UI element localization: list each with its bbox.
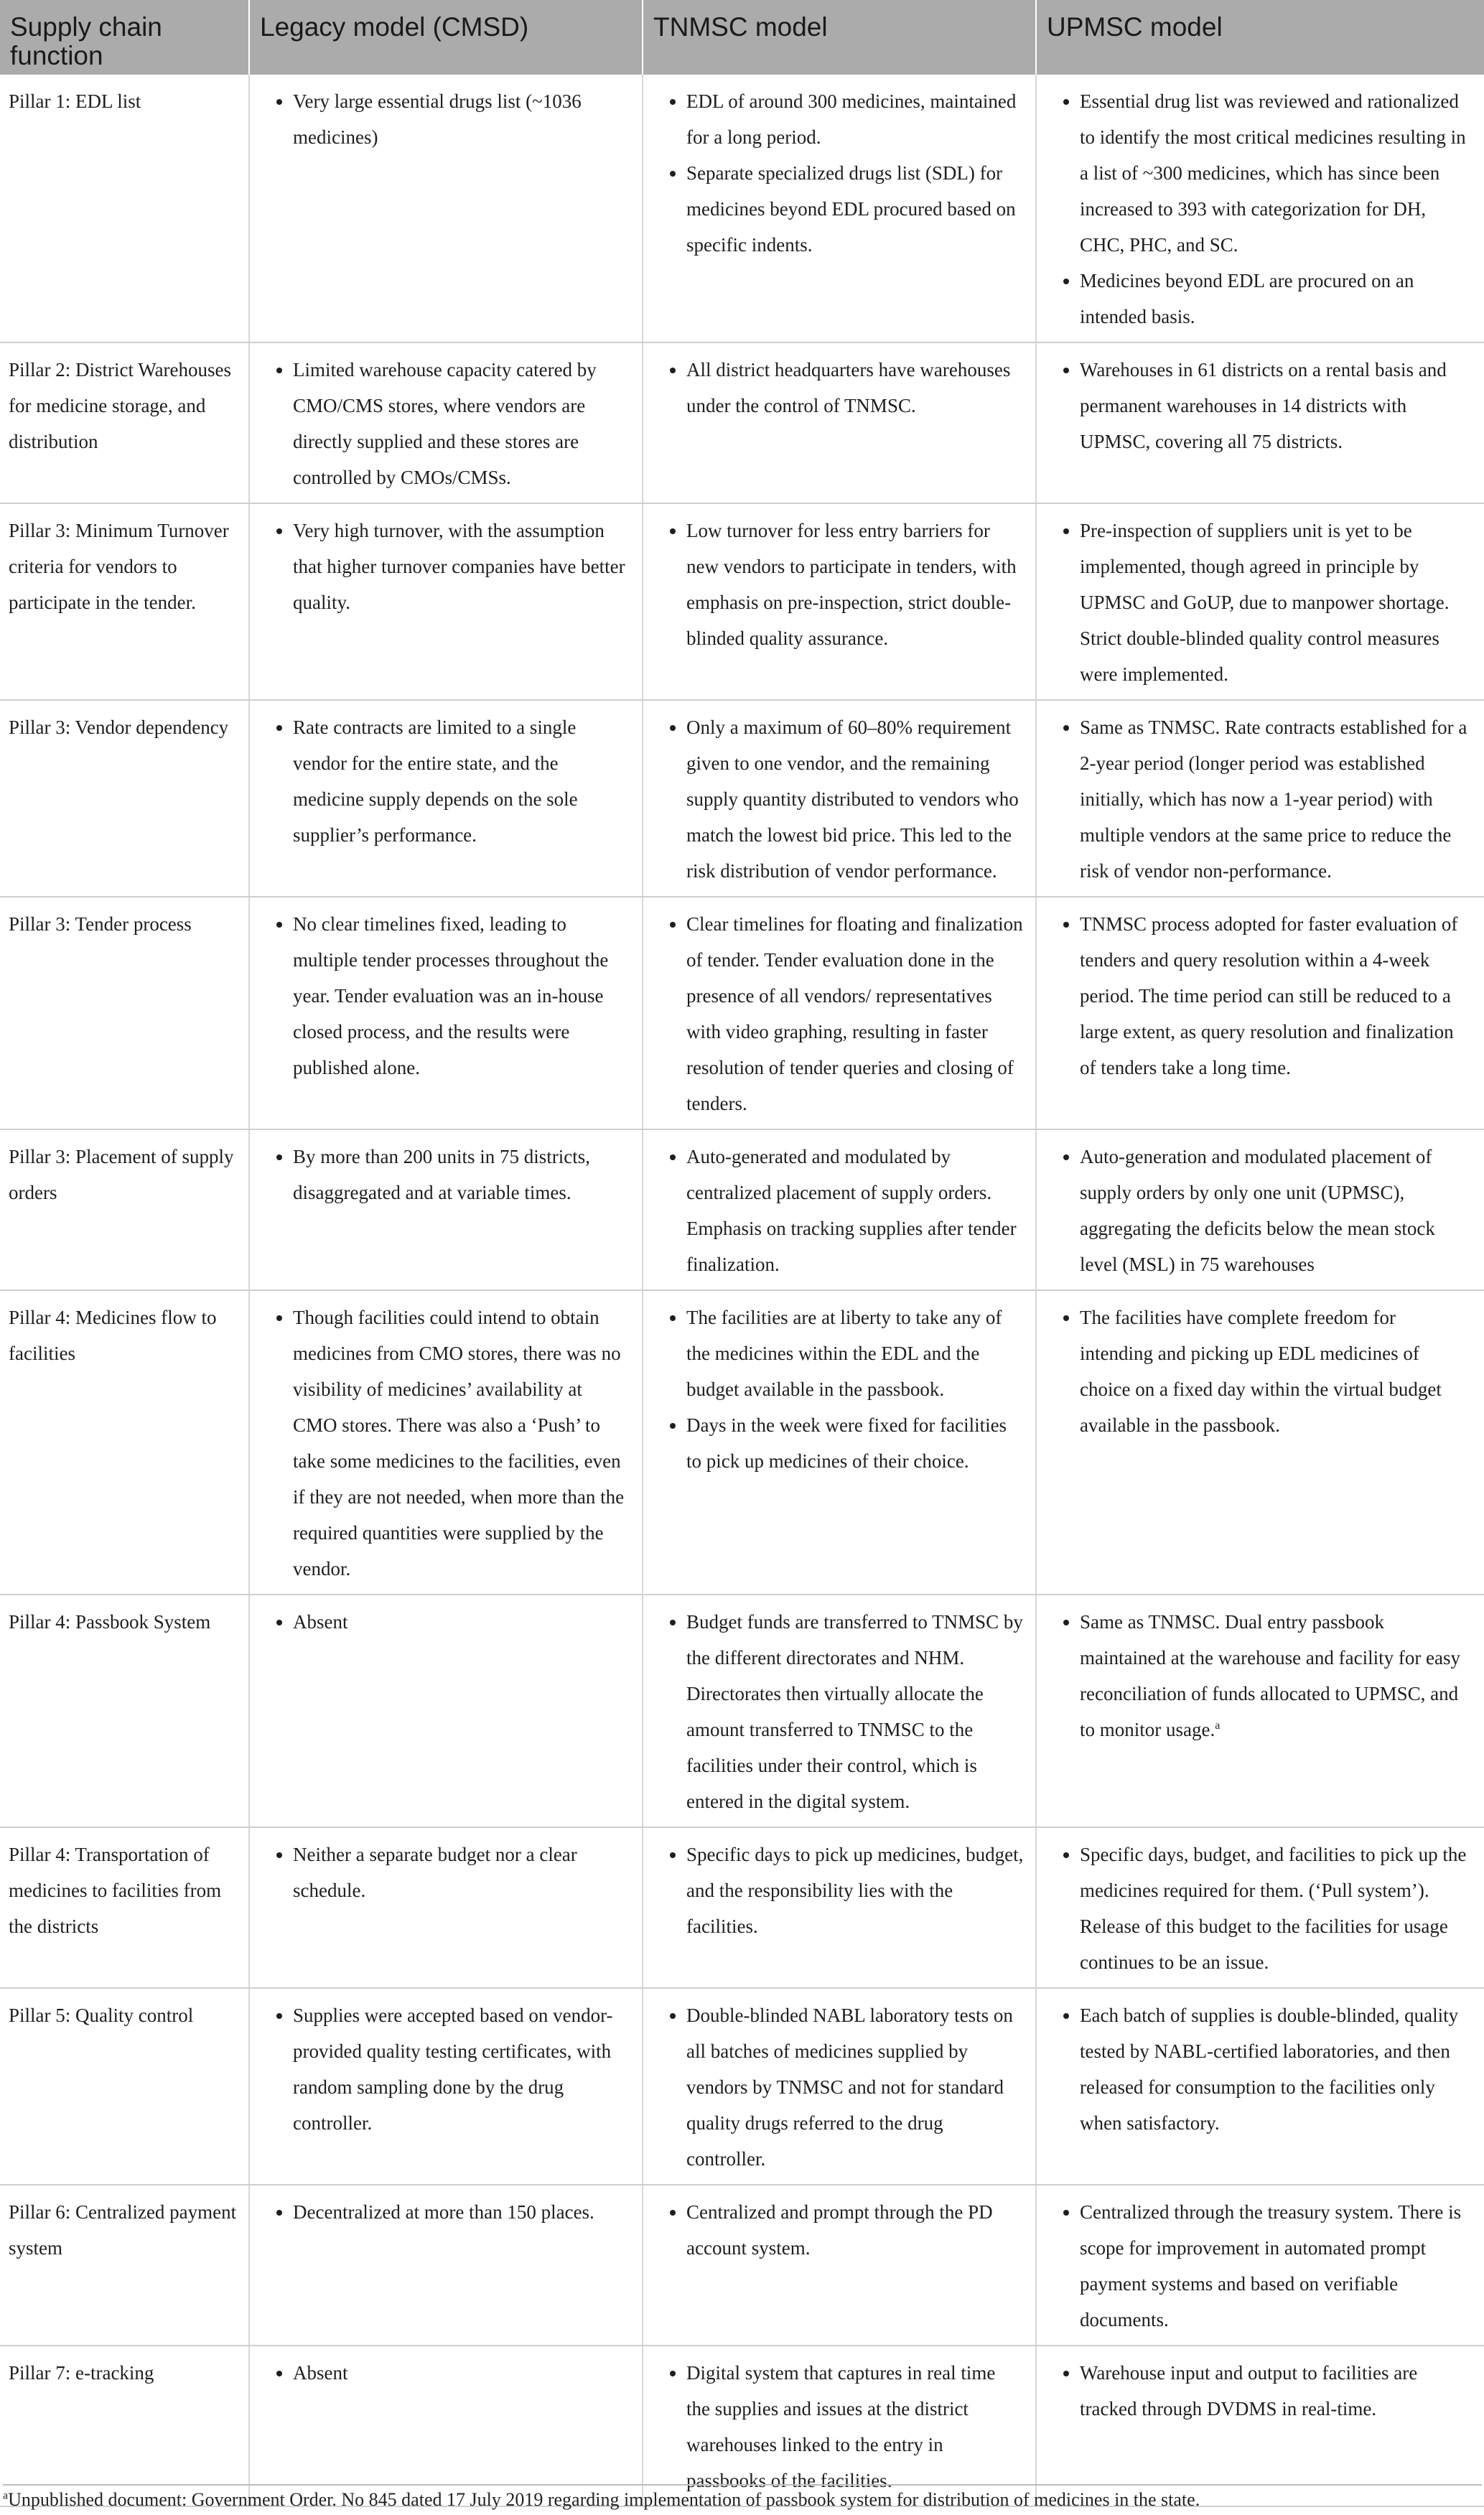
header-legacy-model: Legacy model (CMSD)	[249, 0, 643, 75]
bullet-text: Same as TNMSC. Dual entry passbook maintained at the warehouse and facility for easy reconciliation of funds allocated to UPMSC, and to monitor usage.	[1080, 1611, 1461, 1740]
bullet-list	[260, 1139, 630, 1210]
legacy-model-cell	[249, 75, 643, 342]
bullet-point	[686, 709, 1024, 889]
upmsc-model-cell	[1036, 1129, 1484, 1290]
upmsc-model-cell	[1036, 2346, 1484, 2506]
legacy-model-cell	[249, 1988, 643, 2185]
legacy-model-cell	[249, 1129, 643, 1290]
bullet-list	[653, 1300, 1024, 1479]
table-row	[0, 2346, 1484, 2506]
bullet-text: Specific days, budget, and facilities to pick up the medicines required for them. (‘Pull system’). Release of this budget to the facilities for usage continues to be an issue.	[1080, 1844, 1467, 1973]
bullet-point	[293, 1604, 630, 1640]
table-row	[0, 1827, 1484, 1988]
bullet-text: Auto-generation and modulated placement of supply orders by only one unit (UPMSC), aggregating the deficits below the mean stock level (MSL) in 75 warehouses	[1080, 1146, 1435, 1275]
bullet-list	[260, 709, 630, 853]
table-row	[0, 1129, 1484, 1290]
bullet-list	[1047, 513, 1473, 692]
bullet-list	[653, 352, 1024, 424]
header-row	[0, 0, 1484, 75]
bullet-text: Rate contracts are limited to a single vendor for the entire state, and the medicine supply depends on the sole supplier’s performance.	[293, 717, 578, 846]
supply-chain-function-cell: Pillar 2: District Warehouses for medicine storage, and distribution	[0, 342, 249, 503]
bullet-list	[260, 906, 630, 1086]
bullet-text: Supplies were accepted based on vendor-provided quality testing certificates, with random sampling done by the drug controller.	[293, 2005, 613, 2134]
bullet-point	[1080, 1997, 1473, 2141]
tnmsc-model-cell	[643, 1595, 1036, 1827]
bullet-point	[293, 709, 630, 853]
bullet-point	[686, 1997, 1024, 2177]
table-header	[0, 0, 1484, 75]
bullet-list	[1047, 352, 1473, 459]
bullet-text: All district headquarters have warehouses under the control of TNMSC.	[686, 359, 1011, 416]
bullet-point	[686, 513, 1024, 656]
bullet-list	[1047, 2194, 1473, 2338]
bullet-list	[1047, 1997, 1473, 2141]
table-row	[0, 897, 1484, 1129]
bullet-point	[1080, 2355, 1473, 2427]
tnmsc-model-cell	[643, 2185, 1036, 2346]
bullet-list	[260, 1604, 630, 1640]
header-tnmsc-model: TNMSC model	[643, 0, 1036, 75]
bullet-point	[686, 83, 1024, 155]
supply-chain-function-cell: Pillar 5: Quality control	[0, 1988, 249, 2185]
legacy-model-cell	[249, 2185, 643, 2346]
table-row	[0, 700, 1484, 897]
header-upmsc-model: UPMSC model	[1036, 0, 1484, 75]
table-footnote	[3, 2484, 1482, 2513]
bullet-list	[1047, 906, 1473, 1086]
bullet-point	[1080, 709, 1473, 889]
upmsc-model-cell	[1036, 1595, 1484, 1827]
bullet-text: The facilities are at liberty to take any of the medicines within the EDL and the budget available in the passbook.	[686, 1307, 1002, 1400]
supply-chain-function-cell: Pillar 4: Transportation of medicines to facilities from the districts	[0, 1827, 249, 1988]
supply-chain-function-cell: Pillar 1: EDL list	[0, 75, 249, 342]
bullet-list	[653, 1837, 1024, 1944]
bullet-list	[1047, 1300, 1473, 1443]
bullet-text: The facilities have complete freedom for intending and picking up EDL medicines of choice on a fixed day within the virtual budget available in the passbook.	[1080, 1307, 1442, 1436]
tnmsc-model-cell	[643, 1129, 1036, 1290]
bullet-point	[686, 1300, 1024, 1407]
bullet-text: Each batch of supplies is double-blinded, quality tested by NABL-certified laboratories, and then released for consumption to the facilities only when satisfactory.	[1080, 2005, 1459, 2134]
bullet-point	[686, 2194, 1024, 2266]
bullet-text: Decentralized at more than 150 places.	[293, 2201, 594, 2223]
bullet-text: Digital system that captures in real time the supplies and issues at the district warehouses linked to the entry in passbooks of the facilities.	[686, 2362, 996, 2491]
bullet-point	[1080, 1604, 1473, 1748]
tnmsc-model-cell	[643, 342, 1036, 503]
legacy-model-cell	[249, 1595, 643, 1827]
bullet-list	[653, 83, 1024, 263]
legacy-model-cell	[249, 2346, 643, 2506]
bullet-list	[260, 1300, 630, 1587]
bullet-point	[686, 155, 1024, 263]
bullet-text: Though facilities could intend to obtain medicines from CMO stores, there was no visibility of medicines’ availability at CMO stores. There was also a ‘Push’ to take some medicines to the facilities, even if they are not needed, when more than the required quantities were supplied by the vendor.	[293, 1307, 625, 1580]
supply-chain-function-cell: Pillar 3: Vendor dependency	[0, 700, 249, 897]
bullet-text: Warehouse input and output to facilities are tracked through DVDMS in real-time.	[1080, 2362, 1418, 2420]
bullet-point	[1080, 83, 1473, 263]
upmsc-model-cell	[1036, 1290, 1484, 1595]
tnmsc-model-cell	[643, 700, 1036, 897]
legacy-model-cell	[249, 897, 643, 1129]
bullet-list	[1047, 1837, 1473, 1980]
table-row	[0, 1290, 1484, 1595]
bullet-list	[653, 1604, 1024, 1819]
bullet-text: Very high turnover, with the assumption that higher turnover companies have better quality.	[293, 520, 625, 613]
bullet-point	[686, 352, 1024, 424]
bullet-text: TNMSC process adopted for faster evaluation of tenders and query resolution within a 4-week period. The time period can still be reduced to a large extent, as query resolution and finalization of tenders take a long time.	[1080, 913, 1458, 1078]
bullet-point	[293, 906, 630, 1086]
bullet-list	[1047, 1604, 1473, 1748]
supply-chain-function-cell: Pillar 3: Minimum Turnover criteria for vendors to participate in the tender.	[0, 503, 249, 700]
bullet-list	[1047, 2355, 1473, 2427]
bullet-text: Clear timelines for floating and finalization of tender. Tender evaluation done in the presence of all vendors/ representatives with video graphing, resulting in faster resolution of tender queries and closing of tenders.	[686, 913, 1023, 1114]
tnmsc-model-cell	[643, 75, 1036, 342]
tnmsc-model-cell	[643, 1827, 1036, 1988]
upmsc-model-cell	[1036, 503, 1484, 700]
tnmsc-model-cell	[643, 503, 1036, 700]
table-row	[0, 342, 1484, 503]
bullet-point	[1080, 906, 1473, 1086]
bullet-text: No clear timelines fixed, leading to multiple tender processes throughout the year. Tender evaluation was an in-house closed process, and the results were published alone.	[293, 913, 609, 1078]
upmsc-model-cell	[1036, 342, 1484, 503]
upmsc-model-cell	[1036, 75, 1484, 342]
bullet-point	[686, 1604, 1024, 1819]
upmsc-model-cell	[1036, 1988, 1484, 2185]
tnmsc-model-cell	[643, 2346, 1036, 2506]
bullet-list	[1047, 1139, 1473, 1282]
bullet-point	[686, 2355, 1024, 2498]
bullet-text: Absent	[293, 2362, 348, 2384]
bullet-text: Absent	[293, 1611, 348, 1633]
bullet-list	[653, 513, 1024, 656]
supply-chain-function-cell: Pillar 3: Placement of supply orders	[0, 1129, 249, 1290]
bullet-list	[260, 1837, 630, 1908]
supply-chain-function-cell: Pillar 4: Passbook System	[0, 1595, 249, 1827]
supply-chain-function-cell: Pillar 6: Centralized payment system	[0, 2185, 249, 2346]
footnote-text: Unpublished document: Government Order. No 845 dated 17 July 2019 regarding implementation of passbook system for distribution of medicines in the state.	[8, 2489, 1200, 2510]
bullet-text: Centralized through the treasury system. There is scope for improvement in automated prompt payment systems and based on verifiable documents.	[1080, 2201, 1462, 2330]
bullet-text: By more than 200 units in 75 districts, disaggregated and at variable times.	[293, 1146, 590, 1203]
bullet-point	[1080, 2194, 1473, 2338]
legacy-model-cell	[249, 1827, 643, 1988]
table-row	[0, 1595, 1484, 1827]
bullet-point	[1080, 263, 1473, 335]
bullet-point	[293, 1139, 630, 1210]
bullet-point	[686, 906, 1024, 1121]
footnote-mark: a	[3, 2489, 9, 2502]
upmsc-model-cell	[1036, 1827, 1484, 1988]
bullet-text: Limited warehouse capacity catered by CMO/CMS stores, where vendors are directly supplied and these stores are controlled by CMOs/CMSs.	[293, 359, 597, 488]
upmsc-model-cell	[1036, 897, 1484, 1129]
bullet-point	[686, 1837, 1024, 1944]
table-row	[0, 1988, 1484, 2185]
header-supply-chain-function: Supply chain function	[0, 0, 249, 75]
bullet-list	[260, 2194, 630, 2230]
bullet-list	[653, 1997, 1024, 2177]
upmsc-model-cell	[1036, 2185, 1484, 2346]
legacy-model-cell	[249, 700, 643, 897]
bullet-text: Neither a separate budget nor a clear schedule.	[293, 1844, 577, 1901]
bullet-text: Warehouses in 61 districts on a rental basis and permanent warehouses in 14 districts with UPMSC, covering all 75 districts.	[1080, 359, 1447, 452]
bullet-point	[293, 352, 630, 495]
bullet-text: Auto-generated and modulated by centralized placement of supply orders. Emphasis on tracking supplies after tender finalization.	[686, 1146, 1017, 1275]
supply-chain-function-cell: Pillar 3: Tender process	[0, 897, 249, 1129]
bullet-point	[686, 1139, 1024, 1282]
tnmsc-model-cell	[643, 897, 1036, 1129]
bullet-text: Medicines beyond EDL are procured on an intended basis.	[1080, 270, 1414, 327]
bullet-text: EDL of around 300 medicines, maintained for a long period.	[686, 90, 1017, 148]
bullet-text: Separate specialized drugs list (SDL) for medicines beyond EDL procured based on specific indents.	[686, 162, 1016, 256]
bullet-text: Same as TNMSC. Rate contracts established for a 2-year period (longer period was established initially, which has now a 1-year period) with multiple vendors at the same price to reduce the risk of vendor non-performance.	[1080, 717, 1467, 882]
footnote-reference: a	[1215, 1720, 1221, 1732]
bullet-list	[653, 1139, 1024, 1282]
tnmsc-model-cell	[643, 1988, 1036, 2185]
bullet-text: Pre-inspection of suppliers unit is yet to be implemented, though agreed in principle by UPMSC and GoUP, due to manpower shortage. Strict double-blinded quality control measures were implemented.	[1080, 520, 1450, 685]
bullet-list	[653, 709, 1024, 889]
bullet-point	[293, 1997, 630, 2141]
bullet-text: Essential drug list was reviewed and rationalized to identify the most critical medicines resulting in a list of ~300 medicines, which has since been increased to 393 with categorization for DH, CHC, PHC, and SC.	[1080, 90, 1466, 256]
bullet-list	[260, 352, 630, 495]
tnmsc-model-cell	[643, 1290, 1036, 1595]
bullet-text: Budget funds are transferred to TNMSC by the different directorates and NHM. Directorates then virtually allocate the amount transferred to TNMSC to the facilities under their control, which is entered in the digital system.	[686, 1611, 1023, 1812]
bullet-point	[293, 2194, 630, 2230]
bullet-text: Specific days to pick up medicines, budget, and the responsibility lies with the facilities.	[686, 1844, 1024, 1937]
bullet-point	[686, 1407, 1024, 1479]
bullet-point	[1080, 513, 1473, 692]
table-row	[0, 503, 1484, 700]
bullet-list	[260, 513, 630, 620]
supply-chain-function-cell: Pillar 7: e-tracking	[0, 2346, 249, 2506]
bullet-point	[293, 1837, 630, 1908]
bullet-list	[653, 906, 1024, 1121]
bullet-text: Centralized and prompt through the PD account system.	[686, 2201, 993, 2259]
bullet-list	[260, 2355, 630, 2391]
bullet-point	[1080, 1300, 1473, 1443]
table-row	[0, 75, 1484, 342]
bullet-point	[1080, 352, 1473, 459]
bullet-point	[1080, 1139, 1473, 1282]
upmsc-model-cell	[1036, 700, 1484, 897]
bullet-list	[260, 1997, 630, 2141]
supply-chain-function-cell: Pillar 4: Medicines flow to facilities	[0, 1290, 249, 1595]
bullet-list	[653, 2194, 1024, 2266]
legacy-model-cell	[249, 1290, 643, 1595]
bullet-point	[1080, 1837, 1473, 1980]
bullet-text: Very large essential drugs list (~1036 medicines)	[293, 90, 582, 148]
bullet-list	[1047, 83, 1473, 335]
bullet-point	[293, 2355, 630, 2391]
bullet-list	[653, 2355, 1024, 2498]
bullet-list	[260, 83, 630, 155]
bullet-point	[293, 1300, 630, 1587]
table-body	[0, 75, 1484, 2506]
bullet-point	[293, 513, 630, 620]
bullet-text: Only a maximum of 60–80% requirement given to one vendor, and the remaining supply quantity distributed to vendors who match the lowest bid price. This led to the risk distribution of vendor performance.	[686, 717, 1019, 882]
legacy-model-cell	[249, 503, 643, 700]
bullet-point	[293, 83, 630, 155]
bullet-text: Double-blinded NABL laboratory tests on all batches of medicines supplied by vendors by TNMSC and not for standard quality drugs referred to the drug controller.	[686, 2005, 1013, 2170]
bullet-text: Days in the week were fixed for facilities to pick up medicines of their choice.	[686, 1414, 1007, 1472]
bullet-list	[1047, 709, 1473, 889]
bullet-text: Low turnover for less entry barriers for new vendors to participate in tenders, with emphasis on pre-inspection, strict double-blinded quality assurance.	[686, 520, 1017, 649]
table-row	[0, 2185, 1484, 2346]
legacy-model-cell	[249, 342, 643, 503]
